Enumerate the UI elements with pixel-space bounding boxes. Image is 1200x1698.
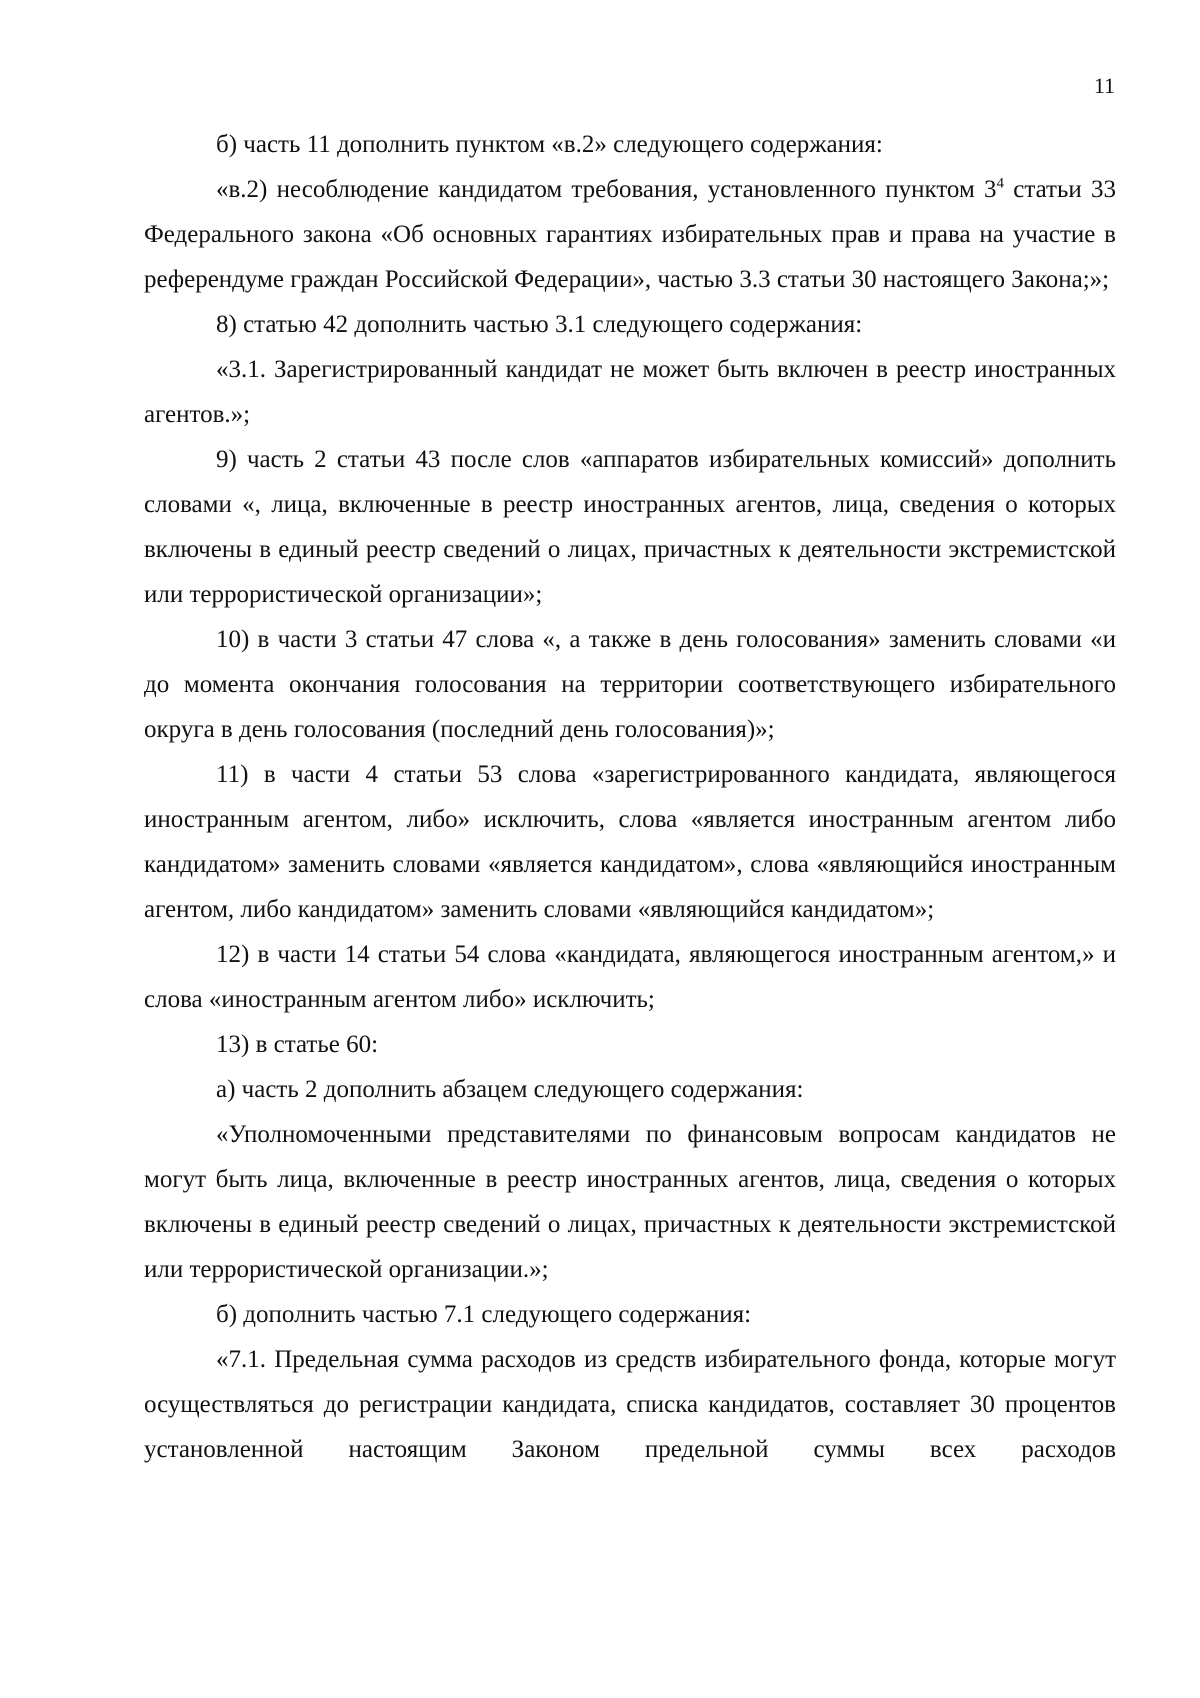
paragraph-7: 11) в части 4 статьи 53 слова «зарегистрированного кандидата, являющегося иностранным агентом, либо» исключить, слова «является иностранным агентом либо кандидатом» заменить словами «является кандидатом», слова «являющийся иностранным агентом, либо кандидатом» заменить словами «являющийся кандидатом»; [144,761,1116,923]
paragraph-11: «Уполномоченными представителями по финансовым вопросам кандидатов не могут быть лица, включенные в реестр иностранных агентов, лица, сведения о которых включены в единый реестр сведений о лицах, причастных к деятельности экстремистской или террористической организации.»; [144,1121,1116,1283]
paragraph-2 [144,167,1116,302]
document-body [144,122,1116,1472]
page-number: 11 [1093,73,1115,98]
paragraph-5: 9) часть 2 статьи 43 после слов «аппаратов избирательных комиссий» дополнить словами «, лица, включенные в реестр иностранных агентов, лица, сведения о которых включены в единый реестр сведений о лицах, причастных к деятельности экстремистской или террористической организации»; [144,446,1116,608]
paragraph-8: 12) в части 14 статьи 54 слова «кандидата, являющегося иностранным агентом,» и слова «иностранным агентом либо» исключить; [144,941,1116,1013]
paragraph-6: 10) в части 3 статьи 47 слова «, а также в день голосования» заменить словами «и до момента окончания голосования на территории соответствующего избирательного округа в день голосования (последний день голосования)»; [144,626,1116,743]
paragraph-12: б) дополнить частью 7.1 следующего содержания: [216,1301,752,1328]
paragraph-10: а) часть 2 дополнить абзацем следующего содержания: [216,1076,804,1103]
paragraph-1: б) часть 11 дополнить пунктом «в.2» следующего содержания: [216,131,883,158]
paragraph-13: «7.1. Предельная сумма расходов из средств избирательного фонда, которые могут осуществляться до регистрации кандидата, списка кандидатов, составляет 30 процентов установленной настоящим Законом предельной суммы всех расходов [144,1346,1116,1463]
paragraph-4: «3.1. Зарегистрированный кандидат не может быть включен в реестр иностранных агентов.»; [144,356,1116,428]
paragraph-3: 8) статью 42 дополнить частью 3.1 следующего содержания: [216,311,863,338]
paragraph-2-text: «в.2) несоблюдение кандидатом требования, установленного пунктом 3 [216,176,997,203]
paragraph-9: 13) в статье 60: [216,1031,379,1058]
superscript-4: 4 [996,175,1005,192]
paragraph-2-tail: статьи 33 Федерального закона «Об основных гарантиях избирательных прав и права на участие в референдуме граждан Российской Федерации», частью 3.3 статьи 30 настоящего Закона;»; [144,176,1116,293]
